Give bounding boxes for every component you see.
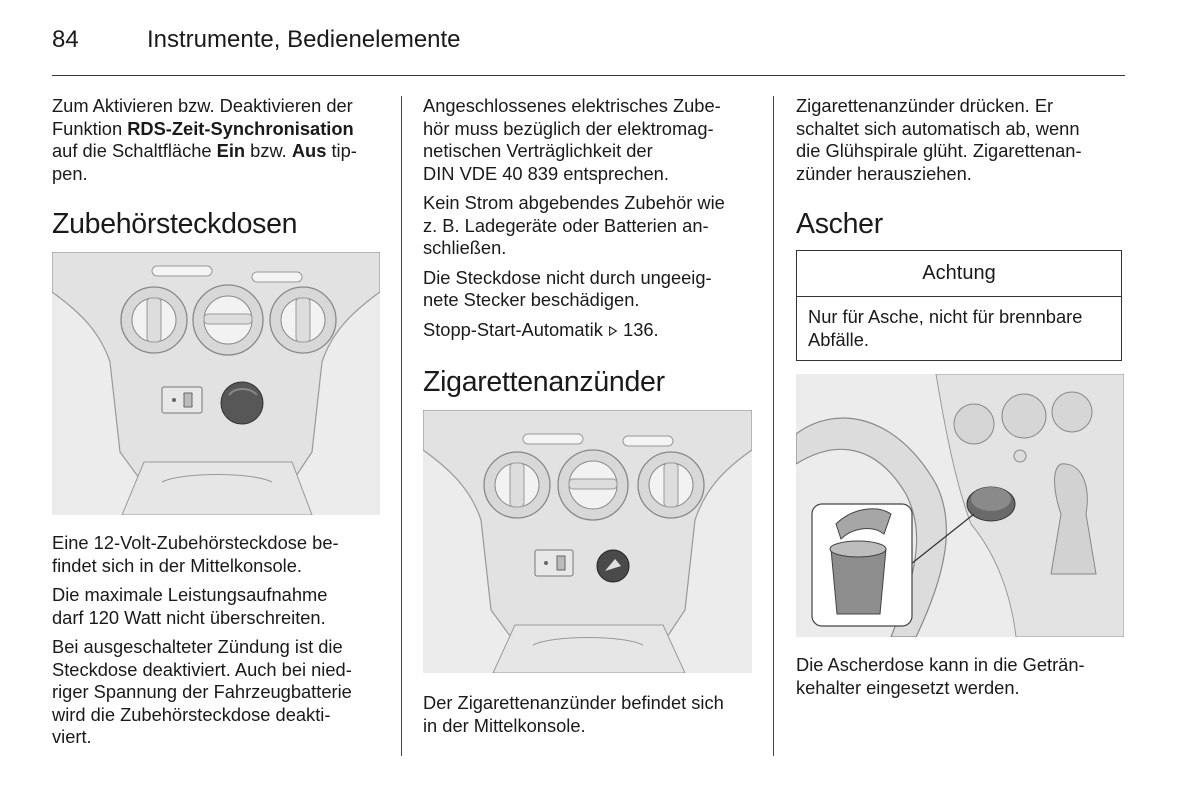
text-line: Angeschlossenes elektrisches Zube-	[423, 95, 721, 116]
text-line: riger Spannung der Fahrzeugbatterie	[52, 681, 352, 702]
column-divider-1	[401, 96, 402, 756]
text-line: wird die Zubehörsteckdose deakti-	[52, 703, 331, 725]
xref-page[interactable]: 136.	[623, 318, 659, 340]
header-rule	[52, 75, 1125, 76]
text-line: DIN VDE 40 839 entsprechen.	[423, 162, 669, 184]
ashtray-caption	[796, 654, 1126, 699]
column-3	[796, 95, 1126, 706]
text-line: Abfälle.	[808, 328, 869, 350]
lighter-caption	[423, 692, 755, 737]
para-outlet-location	[52, 532, 382, 577]
text-line: Steckdose deaktiviert. Auch bei nied-	[52, 658, 352, 680]
ashtray-illustration	[796, 374, 1124, 637]
page-number: 84	[52, 26, 79, 53]
column-divider-2	[773, 96, 774, 756]
arrow-right-icon	[608, 326, 618, 336]
section-heading-ascher: Ascher	[796, 208, 883, 240]
column-2	[423, 95, 755, 744]
intro-paragraph	[52, 95, 382, 185]
text-line: nete Stecker beschädigen.	[423, 289, 640, 310]
warning-title: Achtung	[797, 251, 1121, 297]
text-line: Die maximale Leistungsaufnahme	[52, 584, 328, 605]
text-line: Eine 12-Volt-Zubehörsteckdose be-	[52, 532, 339, 553]
text-line: schließen.	[423, 237, 507, 258]
cigarette-lighter-illustration	[423, 410, 752, 673]
power-outlet-illustration	[52, 252, 380, 515]
text-line: darf 120 Watt nicht überschreiten.	[52, 606, 326, 628]
text-line: viert.	[52, 726, 92, 747]
text-line: netischen Verträglichkeit der	[423, 140, 653, 161]
text-line: Die Steckdose nicht durch ungeeig-	[423, 266, 712, 288]
text-line: z. B. Ladegeräte oder Batterien an-	[423, 214, 709, 236]
button-name-aus: Aus	[291, 140, 327, 161]
section-heading-zigarettenanzuender: Zigarettenanzünder	[423, 366, 665, 398]
intro-line-3c: bzw.	[245, 140, 292, 161]
rds-function-name: RDS-Zeit-Synchronisation	[127, 117, 354, 139]
para-max-power	[52, 584, 382, 629]
text-line: Nur für Asche, nicht für brennbare	[808, 306, 1083, 327]
text-line: schaltet sich automatisch ab, wenn	[796, 117, 1080, 139]
page-title: Instrumente, Bedienelemente	[147, 26, 461, 53]
text-line: Der Zigarettenanzünder befindet sich	[423, 692, 724, 713]
para-press-lighter	[796, 95, 1126, 185]
column-1	[52, 95, 382, 756]
intro-line-1: Zum Aktivieren bzw. Deaktivieren der	[52, 95, 353, 116]
text-line: Kein Strom abgebendes Zubehör wie	[423, 192, 725, 213]
section-heading-zubehoersteckdosen: Zubehörsteckdosen	[52, 208, 298, 240]
text-line: findet sich in der Mittelkonsole.	[52, 554, 302, 576]
para-no-power-emitting	[423, 192, 755, 260]
text-line: die Glühspirale glüht. Zigarettenan-	[796, 140, 1082, 161]
text-line: Bei ausgeschalteter Zündung ist die	[52, 636, 343, 657]
para-unsuitable-plugs	[423, 267, 755, 312]
intro-line-4: pen.	[52, 162, 88, 184]
intro-line-2a: Funktion	[52, 117, 128, 139]
warning-text	[797, 297, 1121, 360]
text-line: zünder herausziehen.	[796, 162, 972, 184]
text-line: Zigarettenanzünder drücken. Er	[796, 95, 1054, 116]
intro-line-3a: auf die Schaltfläche	[52, 140, 217, 161]
text-line: Die Ascherdose kann in die Geträn-	[796, 654, 1085, 675]
warning-box	[796, 250, 1122, 361]
text-line: hör muss bezüglich der elektromag-	[423, 117, 714, 139]
para-ignition-off	[52, 636, 382, 749]
para-emc	[423, 95, 755, 185]
text-line: kehalter eingesetzt werden.	[796, 676, 1020, 698]
button-name-ein: Ein	[216, 140, 246, 161]
intro-line-3e: tip-	[326, 140, 357, 161]
text-line: in der Mittelkonsole.	[423, 714, 586, 736]
xref-text[interactable]: Stopp-Start-Automatik	[423, 318, 603, 340]
cross-reference[interactable]	[423, 319, 755, 342]
